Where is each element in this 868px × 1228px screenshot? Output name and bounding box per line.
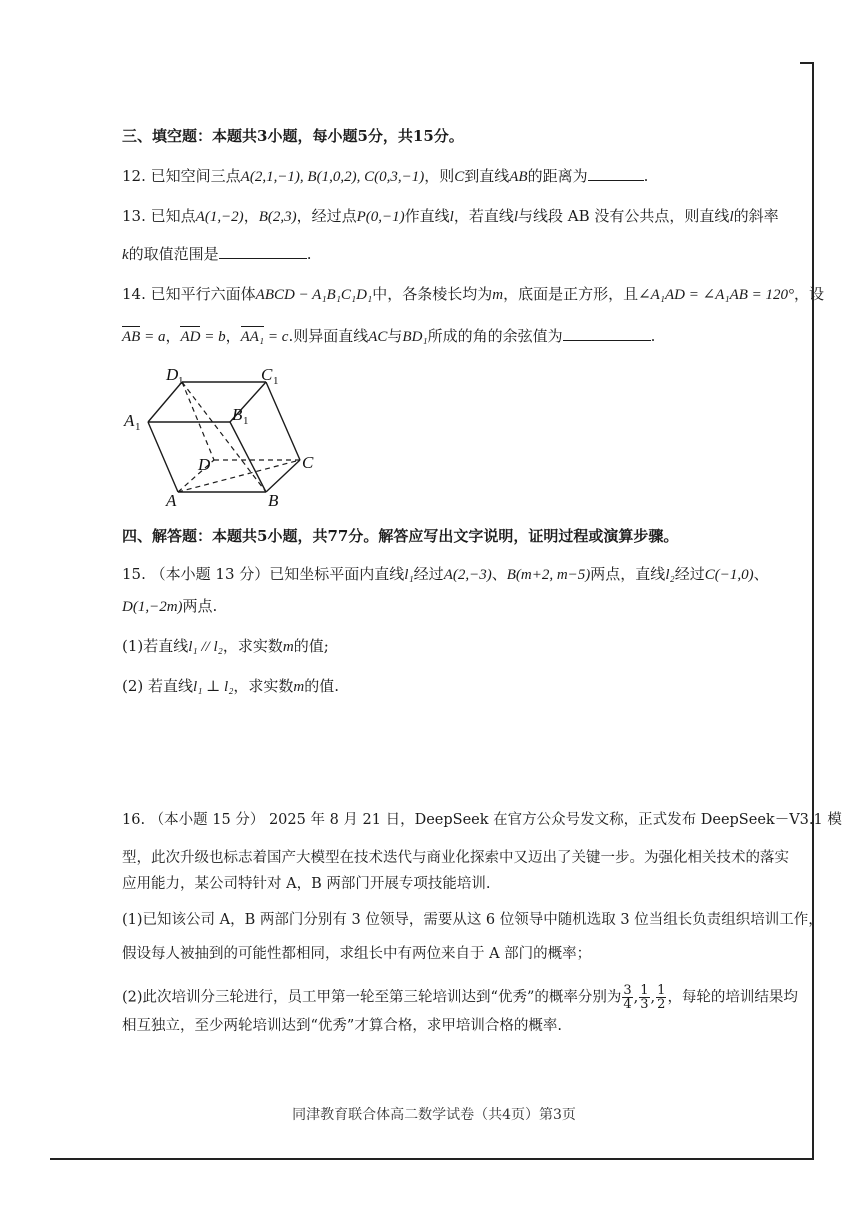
question-number: 12. bbox=[122, 167, 146, 185]
part-text: ，求实数 bbox=[233, 677, 294, 695]
numerator: 1 bbox=[640, 983, 649, 998]
part-text: ，求实数 bbox=[222, 637, 283, 655]
question-text: 与 bbox=[387, 327, 403, 345]
question-number: 13. bbox=[122, 207, 146, 225]
section-heading-solutions: 四、解答题：本题共5小题，共77分。解答应写出文字说明，证明过程或演算步骤。 bbox=[122, 527, 679, 545]
label-d1-sub: 1 bbox=[178, 375, 184, 387]
hidden-edge-d1d bbox=[182, 382, 214, 460]
period: . bbox=[306, 245, 312, 263]
edge-a1a bbox=[148, 422, 178, 492]
separator: ， bbox=[165, 327, 181, 345]
question-text: ，设 bbox=[794, 285, 825, 303]
answer-blank[interactable] bbox=[563, 326, 651, 341]
line-label: AC bbox=[368, 329, 388, 345]
question-text: 已知坐标平面内直线 bbox=[269, 565, 405, 583]
question-16-line-2: 型，此次升级也标志着国产大模型在技术迭代与商业化探索中又迈出了关键一步。为强化相关技术的落实 bbox=[122, 850, 789, 866]
denominator: 3 bbox=[640, 997, 649, 1012]
label-a1-sub: 1 bbox=[135, 421, 141, 433]
label-c1: C bbox=[261, 365, 273, 384]
line-label: BD₁ bbox=[402, 329, 428, 345]
point: P(0,−1) bbox=[356, 209, 405, 225]
question-text: 与线段 AB 没有公共点，则直线 bbox=[518, 207, 730, 225]
label-b: B bbox=[268, 491, 279, 510]
question-text: 经过 bbox=[674, 565, 705, 583]
part-text: 的值. bbox=[304, 677, 340, 695]
line-label: l bbox=[513, 209, 519, 225]
vector-aa1: AA₁ bbox=[240, 329, 265, 345]
label-c1-sub: 1 bbox=[273, 375, 279, 387]
edge-length: m bbox=[492, 287, 504, 303]
vector-ab: AB bbox=[122, 329, 141, 345]
numerator: 3 bbox=[623, 983, 632, 998]
question-text: ，则 bbox=[424, 167, 455, 185]
question-text: 的取值范围是 bbox=[128, 245, 219, 263]
slope-label: k bbox=[122, 247, 129, 263]
variable: m bbox=[293, 679, 305, 695]
point: B(m+2, m−5) bbox=[506, 567, 591, 583]
fraction-1-2 bbox=[656, 984, 666, 1011]
question-text: 到直线 bbox=[464, 167, 510, 185]
question-13 bbox=[122, 206, 779, 227]
question-text: 中，各条棱长均为 bbox=[372, 285, 493, 303]
page-frame-right bbox=[812, 64, 814, 1160]
label-d: D bbox=[198, 455, 211, 474]
point: A(1,−2) bbox=[195, 209, 244, 225]
question-text: 两点，直线 bbox=[590, 565, 666, 583]
question-14 bbox=[122, 284, 824, 305]
part-text: (2)此次培训分三轮进行，员工甲第一轮至第三轮培训达到“优秀”的概率分别为 bbox=[122, 989, 622, 1006]
question-text: 两点. bbox=[182, 597, 218, 615]
point: A(2,−3) bbox=[443, 567, 492, 583]
question-number: 14. bbox=[122, 285, 146, 303]
separator: 、 bbox=[491, 565, 507, 583]
edge-c1c bbox=[266, 382, 300, 460]
question-text: ，若直线 bbox=[453, 207, 514, 225]
question-text: 已知空间三点 bbox=[150, 167, 241, 185]
question-14-cont bbox=[122, 326, 655, 347]
question-text: .则异面直线 bbox=[288, 327, 369, 345]
question-16-part-2-cont: 相互独立，至少两轮培训达到“优秀”才算合格，求甲培训合格的概率. bbox=[122, 1018, 562, 1034]
separator: 、 bbox=[753, 565, 769, 583]
part-text: (2) 若直线 bbox=[122, 677, 194, 695]
numerator: 1 bbox=[657, 983, 666, 998]
question-text: 作直线 bbox=[404, 207, 450, 225]
line-label: l bbox=[449, 209, 454, 225]
points: A(2,1,−1), B(1,0,2), C(0,3,−1) bbox=[240, 169, 425, 185]
label-c: C bbox=[302, 453, 314, 472]
question-text: 已知点 bbox=[150, 207, 196, 225]
point: D(1,−2m) bbox=[122, 599, 183, 615]
question-text: 的距离为 bbox=[527, 167, 588, 185]
relation: l₁ // l₂ bbox=[188, 639, 223, 655]
vector-ad: AD bbox=[180, 329, 201, 345]
question-16-line-3: 应用能力，某公司特针对 A，B 两部门开展专项技能培训. bbox=[122, 876, 491, 892]
label-d1: D bbox=[166, 365, 179, 384]
variable: m bbox=[282, 639, 294, 655]
question-13-cont bbox=[122, 244, 311, 265]
line-label: AB bbox=[509, 169, 528, 185]
point: C(−1,0) bbox=[704, 567, 754, 583]
vector-c: = c bbox=[264, 329, 289, 345]
question-text: 的斜率 bbox=[733, 207, 779, 225]
separator: ， bbox=[243, 207, 259, 225]
question-15 bbox=[122, 564, 769, 585]
denominator: 4 bbox=[623, 997, 632, 1012]
angle-condition: ∠A₁AD = ∠A₁AB = 120° bbox=[638, 287, 795, 303]
question-16-line-1: 16. （本小题 15 分） 2025 年 8 月 21 日，DeepSeek 在官方公众号发文称，正式发布 DeepSeek－V3.1 模 bbox=[122, 812, 842, 828]
point: B(2,3) bbox=[258, 209, 297, 225]
denominator: 2 bbox=[657, 997, 666, 1012]
separator: , bbox=[633, 989, 639, 1006]
page-footer: 同津教育联合体高二数学试卷（共4页）第3页 bbox=[292, 1107, 576, 1123]
period: . bbox=[643, 167, 649, 185]
fraction-1-3 bbox=[639, 984, 649, 1011]
vector-a: = a bbox=[140, 329, 166, 345]
solid-label: ABCD − A₁B₁C₁D₁ bbox=[255, 287, 373, 303]
diagonal-ac bbox=[178, 460, 300, 492]
question-score: （本小题 13 分） bbox=[150, 565, 270, 583]
answer-blank[interactable] bbox=[219, 244, 307, 259]
fraction-3-4 bbox=[622, 984, 632, 1011]
section-heading-fill-in: 三、填空题：本题共3小题，每小题5分，共15分。 bbox=[122, 127, 464, 145]
separator: , bbox=[650, 989, 656, 1006]
answer-blank[interactable] bbox=[588, 166, 644, 181]
question-15-part-1 bbox=[122, 636, 329, 657]
question-16-part-2 bbox=[122, 984, 798, 1011]
question-16-part-1: (1)已知该公司 A，B 两部门分别有 3 位领导，需要从这 6 位领导中随机选取 3 位当组长负责组织培训工作， bbox=[122, 912, 823, 928]
question-15-part-2 bbox=[122, 676, 339, 697]
label-b1: B bbox=[232, 405, 243, 424]
page-frame-bottom bbox=[50, 1158, 814, 1160]
point-label: C bbox=[454, 169, 465, 185]
line-label: l bbox=[729, 209, 734, 225]
line-label: l₁ bbox=[404, 567, 414, 583]
part-text: 的值; bbox=[293, 637, 329, 655]
question-16-part-1-cont: 假设每人被抽到的可能性都相同，求组长中有两位来自于 A 部门的概率； bbox=[122, 946, 592, 962]
relation: l₁ ⊥ l₂ bbox=[193, 679, 234, 695]
label-b1-sub: 1 bbox=[243, 415, 249, 427]
part-text: ，每轮的培训结果均 bbox=[667, 989, 798, 1006]
period: . bbox=[650, 327, 656, 345]
line-label: l₂ bbox=[665, 567, 675, 583]
separator: ， bbox=[225, 327, 241, 345]
question-text: 经过 bbox=[413, 565, 444, 583]
question-12 bbox=[122, 166, 648, 187]
question-text: 已知平行六面体 bbox=[150, 285, 256, 303]
question-text: ，经过点 bbox=[296, 207, 357, 225]
label-a: A bbox=[166, 491, 177, 510]
parallelepiped-figure bbox=[118, 360, 338, 510]
part-text: (1)若直线 bbox=[122, 637, 189, 655]
question-15-cont bbox=[122, 596, 217, 617]
question-number: 15. bbox=[122, 565, 146, 583]
label-a1: A bbox=[124, 411, 135, 430]
edge-b1b bbox=[230, 422, 266, 492]
diagonal-bd1 bbox=[182, 382, 266, 492]
question-text: ，底面是正方形，且 bbox=[503, 285, 639, 303]
edge-a1d1 bbox=[148, 382, 182, 422]
question-text: 所成的角的余弦值为 bbox=[427, 327, 563, 345]
vector-b: = b bbox=[200, 329, 226, 345]
